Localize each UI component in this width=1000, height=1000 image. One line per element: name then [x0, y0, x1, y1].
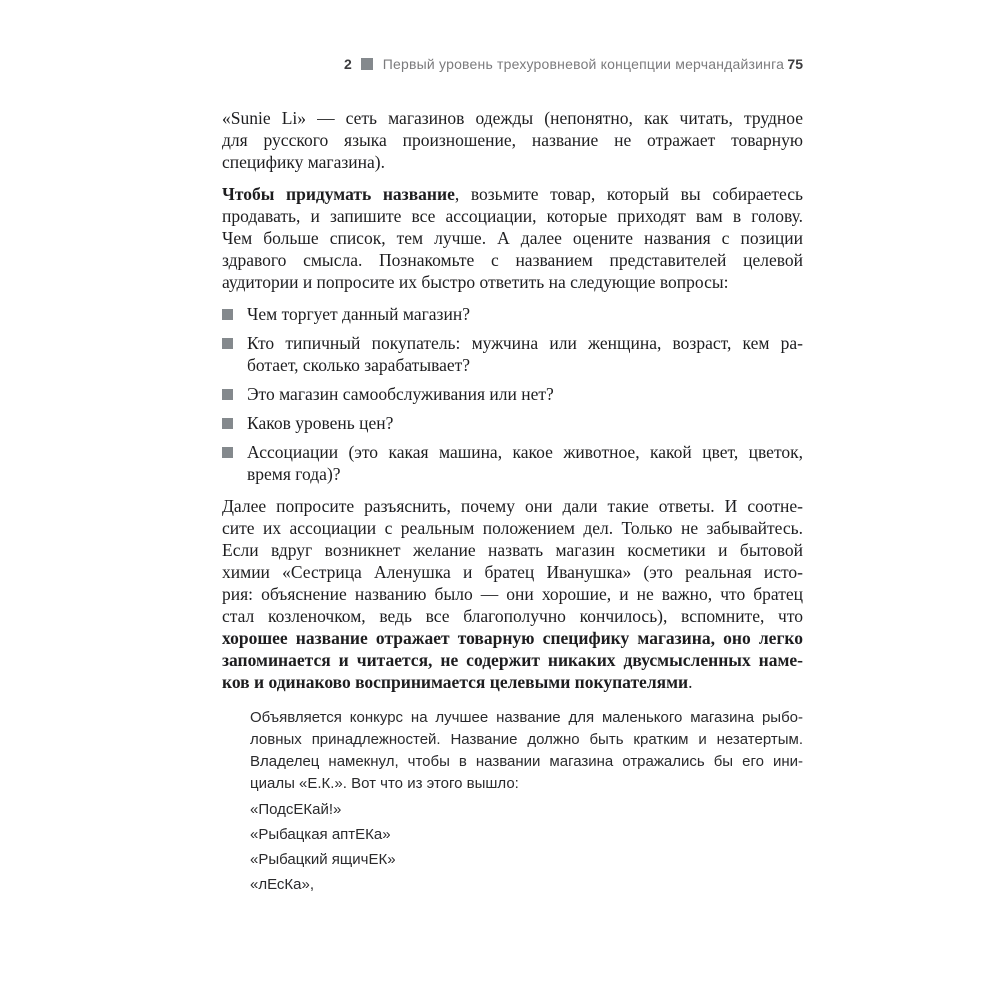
- text-segment: Чем торгует данный магазин?: [247, 304, 470, 324]
- text-segment: специфику магазина).: [222, 152, 385, 172]
- list-item: [222, 441, 803, 485]
- header-square-icon: [361, 58, 373, 70]
- example-line: [250, 707, 803, 729]
- paragraph-line: [222, 627, 803, 649]
- list-item-text: [247, 441, 803, 485]
- list-item-line: [247, 463, 803, 485]
- text-segment: ботает, сколько зарабатывает?: [247, 355, 471, 375]
- body-paragraph: [222, 495, 803, 693]
- text-segment: сите их ассоциации с реальным положением дел. Только не забывайтесь.: [222, 518, 803, 538]
- text-segment: время года)?: [247, 464, 341, 484]
- text-segment: здравого смысла. Познакомьте с названием представителей целевой: [222, 250, 803, 270]
- example-line: [250, 729, 803, 751]
- body-paragraph: [222, 183, 803, 293]
- text-segment: химии «Сестрица Аленушка и братец Иванушка» (это реальная исто-: [222, 562, 803, 582]
- bold-text-segment: хорошее название отражает товарную специфику магазина, оно легко: [222, 628, 803, 648]
- list-item-text: [247, 412, 803, 434]
- list-item-line: [247, 332, 803, 354]
- proposed-names-list: [222, 799, 803, 896]
- text-segment: Чем больше список, тем лучше. А далее оцените названия с позиции: [222, 228, 803, 248]
- text-segment: Каков уровень цен?: [247, 413, 394, 433]
- paragraph-line: [222, 107, 803, 129]
- list-item: [222, 412, 803, 434]
- proposed-name: «ПодсЕКай!»: [250, 801, 342, 818]
- list-item-line: [247, 441, 803, 463]
- question-bullet-list: [222, 303, 803, 485]
- bullet-square-icon: [222, 338, 233, 349]
- list-item-line: [247, 303, 803, 325]
- bold-text-segment: Чтобы придумать название: [222, 184, 455, 204]
- paragraph-line: [222, 649, 803, 671]
- text-segment: ловных принадлежностей. Название должно быть кратким и незатертым.: [250, 731, 803, 748]
- text-segment: Это магазин самообслуживания или нет?: [247, 384, 554, 404]
- list-item: [222, 383, 803, 405]
- paragraph-line: [222, 671, 803, 693]
- running-header: [222, 56, 803, 72]
- paragraph-line: [222, 227, 803, 249]
- proposed-name: «Рыбацкий ящичЕК»: [250, 851, 396, 868]
- text-segment: Кто типичный покупатель: мужчина или женщина, возраст, кем ра-: [247, 333, 803, 353]
- text-segment: .: [688, 672, 693, 692]
- proposed-name: «Рыбацкая аптЕКа»: [250, 826, 391, 843]
- text-segment: Ассоциации (это какая машина, какое животное, какой цвет, цветок,: [247, 442, 803, 462]
- paragraph-line: [222, 605, 803, 627]
- bullet-square-icon: [222, 309, 233, 320]
- bold-text-segment: ков и одинаково воспринимается целевыми покупателями: [222, 672, 689, 692]
- chapter-number: 2: [344, 56, 352, 72]
- bullet-square-icon: [222, 418, 233, 429]
- bold-text-segment: запоминается и читается, не содержит никаких двусмысленных наме-: [222, 650, 803, 670]
- example-paragraph: [222, 707, 803, 795]
- text-segment: аудитории и попросите их быстро ответить на следующие вопросы:: [222, 272, 729, 292]
- text-segment: Далее попросите разъяснить, почему они дали такие ответы. И соотне-: [222, 496, 803, 516]
- bullet-square-icon: [222, 389, 233, 400]
- text-segment: для русского языка произношение, название не отражает товарную: [222, 130, 803, 150]
- list-item: [222, 332, 803, 376]
- paragraph-line: [222, 129, 803, 151]
- list-item: [222, 303, 803, 325]
- chapter-title: Первый уровень трехуровневой концепции мерчандайзинга: [382, 56, 785, 72]
- list-item-text: [247, 383, 803, 405]
- list-item-line: [247, 354, 803, 376]
- text-segment: , возьмите товар, который вы собираетесь: [454, 184, 803, 204]
- text-segment: рия: объяснение названию было — они хорошие, и не важно, что братец: [222, 584, 803, 604]
- paragraph-line: [222, 561, 803, 583]
- paragraph-line: [222, 517, 803, 539]
- text-segment: Объявляется конкурс на лучшее название для маленького магазина рыбо-: [250, 709, 803, 726]
- list-item-line: [247, 412, 803, 434]
- paragraph-line: [222, 151, 803, 173]
- text-segment: Если вдруг возникнет желание назвать магазин косметики и бытовой: [222, 540, 803, 560]
- list-item-text: [247, 303, 803, 325]
- example-line: [250, 773, 803, 795]
- list-item-line: [247, 383, 803, 405]
- paragraph-line: [222, 271, 803, 293]
- text-segment: «Sunie Li» — сеть магазинов одежды (непонятно, как читать, трудное: [222, 108, 803, 128]
- proposed-name: «лЕсКа»,: [250, 876, 315, 893]
- paragraph-line: [222, 183, 803, 205]
- text-segment: стал козленочком, ведь все благополучно кончилось), вспомните, что: [222, 606, 803, 626]
- text-segment: циалы «Е.К.». Вот что из этого вышло:: [250, 775, 519, 792]
- paragraph-line: [222, 249, 803, 271]
- body-paragraph: [222, 107, 803, 173]
- page-content: [222, 107, 803, 899]
- bullet-square-icon: [222, 447, 233, 458]
- paragraph-line: [222, 583, 803, 605]
- paragraph-line: [222, 539, 803, 561]
- example-line: [250, 751, 803, 773]
- text-segment: Владелец намекнул, чтобы в названии магазина отражались бы его ини-: [250, 753, 803, 770]
- paragraph-line: [222, 205, 803, 227]
- list-item-text: [247, 332, 803, 376]
- paragraph-line: [222, 495, 803, 517]
- text-segment: продавать, и запишите все ассоциации, которые приходят вам в голову.: [222, 206, 803, 226]
- page-number: 75: [787, 56, 803, 72]
